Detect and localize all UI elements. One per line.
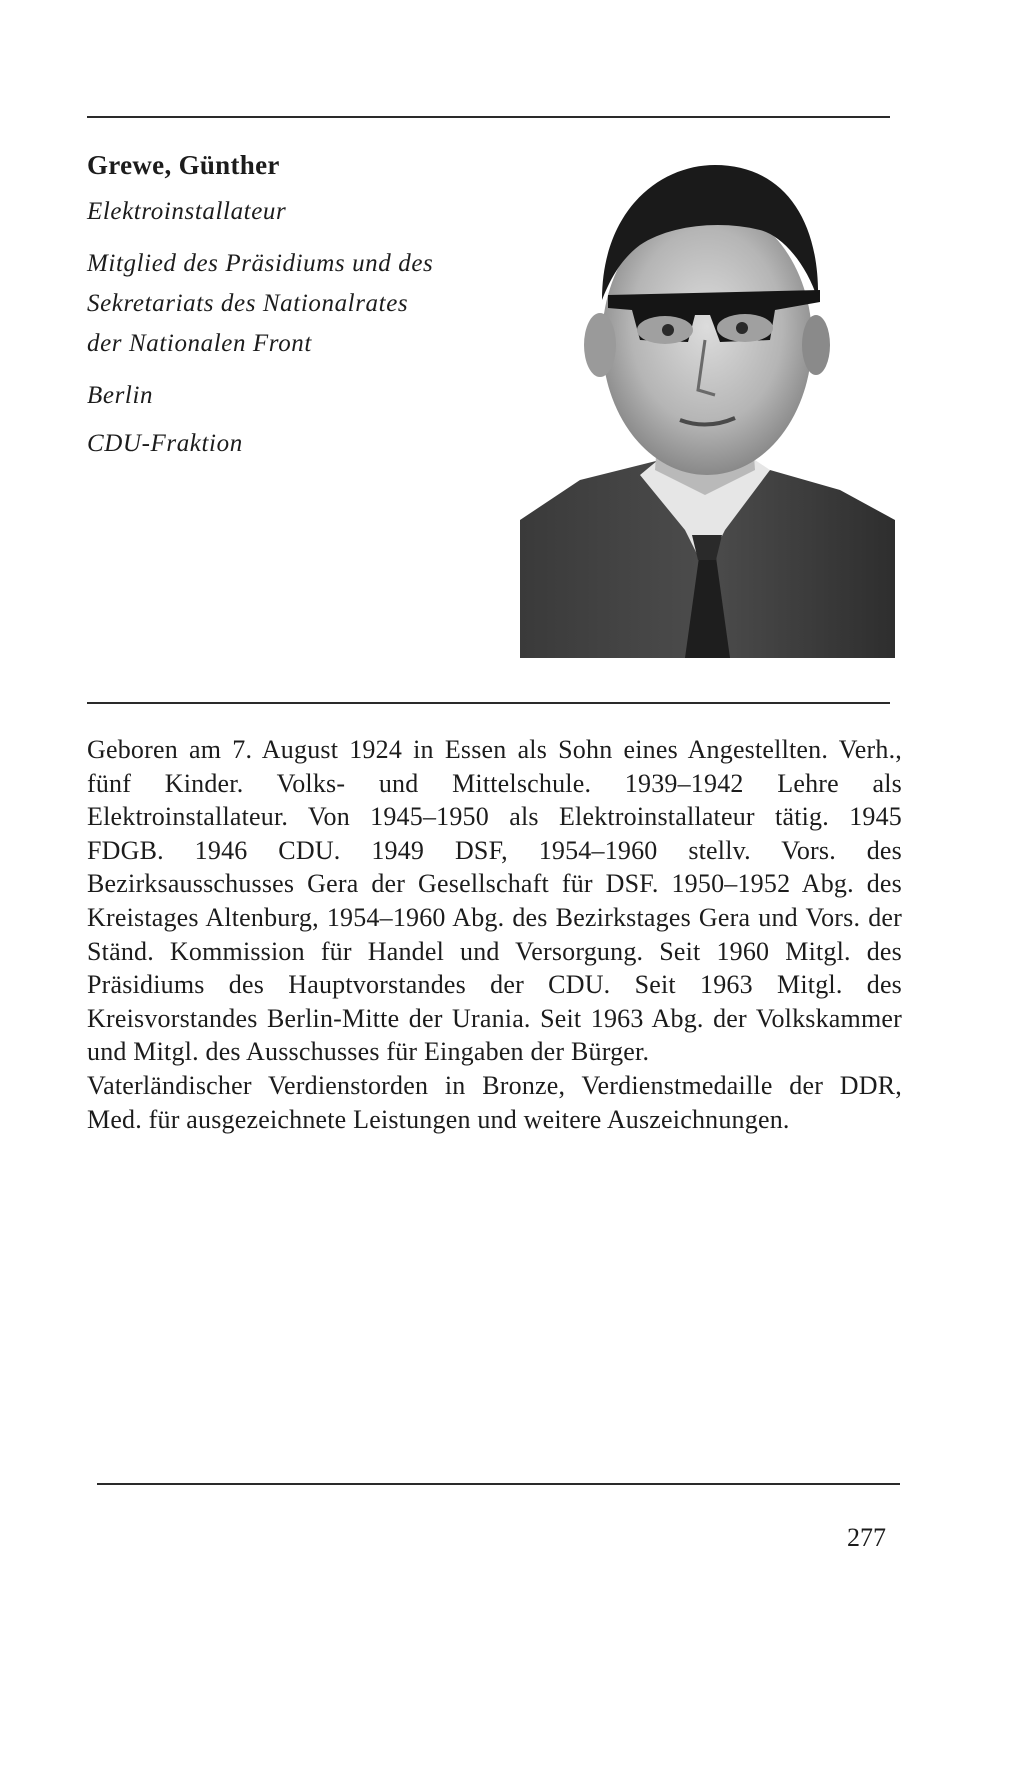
bottom-divider (97, 1483, 900, 1485)
person-name: Grewe, Günther (87, 150, 280, 180)
biography (87, 733, 902, 1136)
biography-paragraph-1: Geboren am 7. August 1924 in Essen als Sohn eines Angestellten. Verh., fünf Kinder. Volks- und Mittelschule. 1939–1942 Lehre als Elektroinstallateur. Von 1945–1950 als Elektroinstallateur tätig. 1945 FDGB. 1946 CDU. 1949 DSF, 1954–1960 stellv. Vors. des Bezirksausschusses Gera der Gesellschaft für DSF. 1950–1952 Abg. des Kreistages Altenburg, 1954–1960 Abg. des Bezirkstages Gera und Vors. der Ständ. Kommission für Handel und Versorgung. Seit 1960 Mitgl. des Präsidiums des Hauptvorstandes der CDU. Seit 1963 Mitgl. des Kreisvorstandes Berlin-Mitte der Urania. Seit 1963 Abg. der Volkskammer und Mitgl. des Ausschusses für Eingaben der Bürger. (87, 735, 902, 1067)
middle-divider (87, 702, 890, 704)
function-line-1: Mitglied des Präsidiums und des (87, 250, 434, 277)
faction: CDU-Fraktion (87, 430, 243, 457)
biography-paragraph-2: Vaterländischer Verdienstorden in Bronze, Verdienstmedaille der DDR, Med. für ausgezeichnete Leistungen und weitere Auszeichnungen. (87, 1070, 902, 1134)
portrait-photo (520, 150, 895, 658)
function-line-2: Sekretariats des Nationalrates (87, 290, 409, 317)
function-line-3: der Nationalen Front (87, 330, 312, 357)
occupation: Elektroinstallateur (87, 198, 287, 225)
city: Berlin (87, 382, 154, 409)
top-divider (87, 116, 890, 118)
page-number: 277 (847, 1523, 886, 1552)
